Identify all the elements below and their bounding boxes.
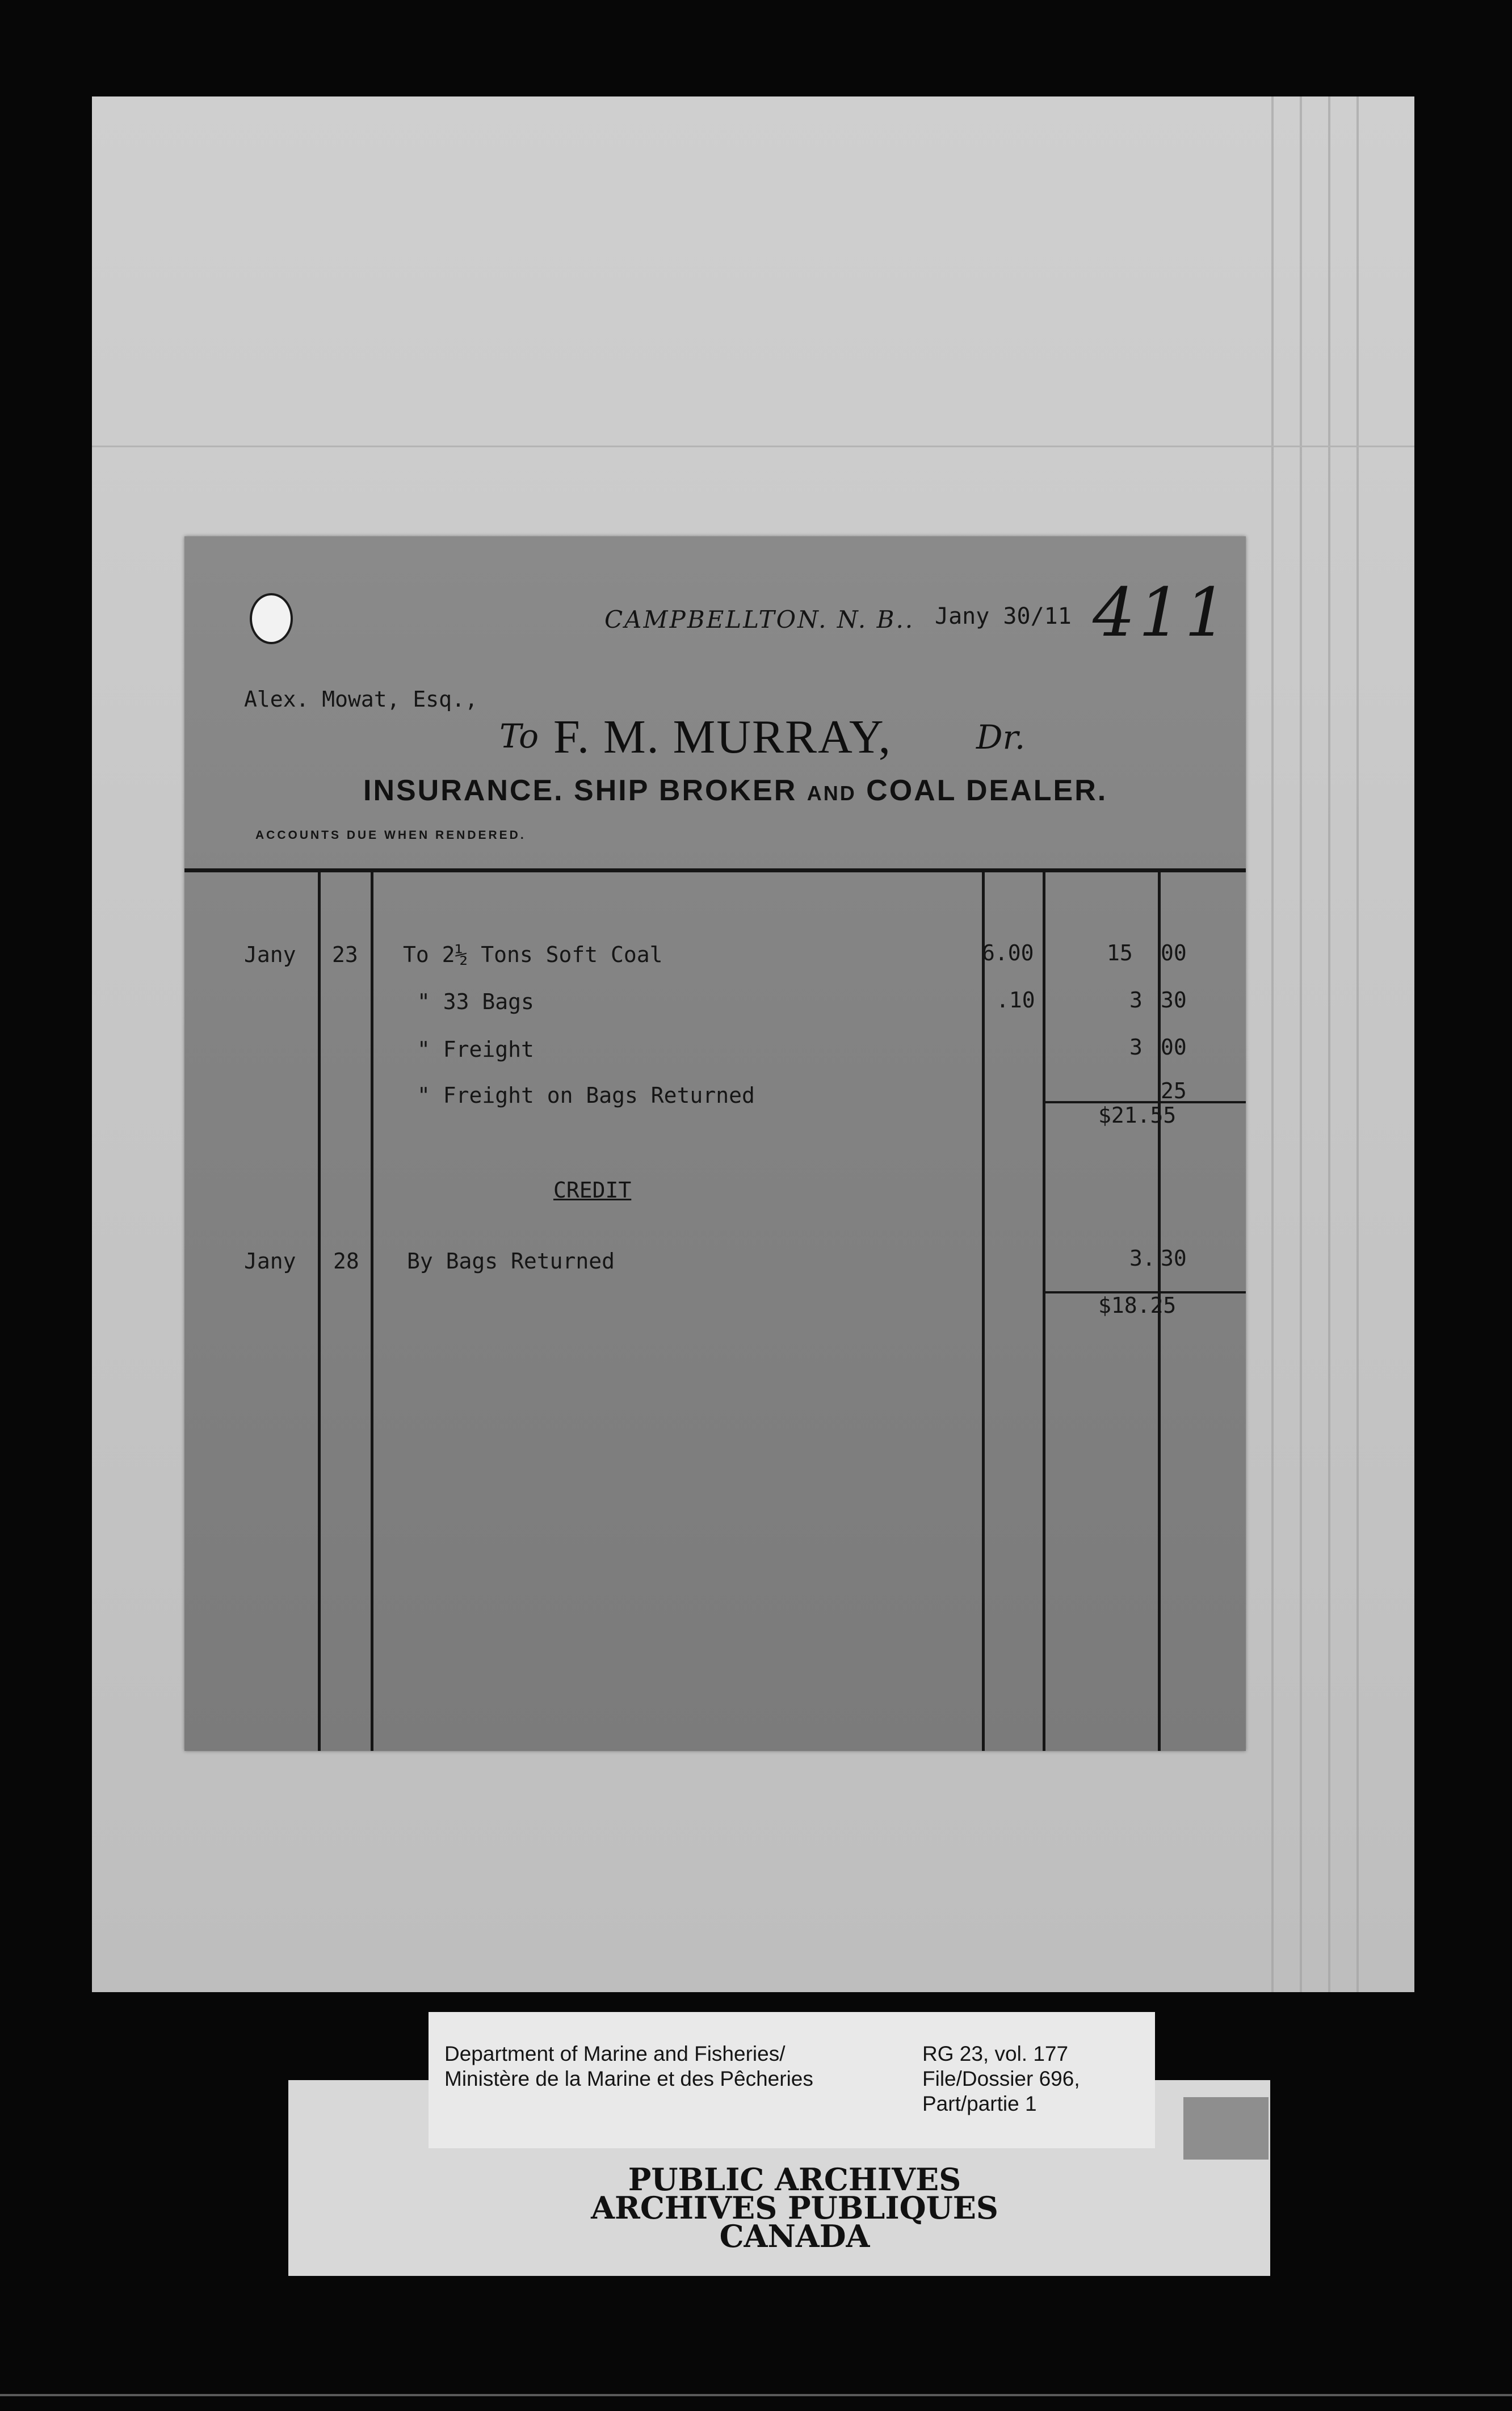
line-cents: 00 <box>1161 1035 1187 1060</box>
line-month: Jany <box>244 942 296 967</box>
archives-line-3: CANADA <box>719 2218 870 2254</box>
credit-description: By Bags Returned <box>407 1249 615 1274</box>
line-dollars: 3 <box>1129 988 1143 1013</box>
department-french: Ministère de la Marine et des Pêcheries <box>444 2067 813 2090</box>
credit-month: Jany <box>244 1249 296 1274</box>
archives-line-2: ARCHIVES PUBLIQUES <box>591 2190 998 2226</box>
subtotal: $21.55 <box>1098 1103 1177 1128</box>
line-description: " Freight on Bags Returned <box>417 1083 755 1108</box>
line-day: 23 <box>332 942 358 967</box>
ledger-column-rule <box>1043 871 1045 1751</box>
line-dollars: 15 <box>1107 940 1133 965</box>
sheet-crease <box>92 446 1414 447</box>
line-description: " Freight <box>417 1037 534 1062</box>
archives-stamp <box>573 2161 1016 2254</box>
sheet-fold-line <box>1328 96 1330 1992</box>
payment-terms: ACCOUNTS DUE WHEN RENDERED. <box>255 829 526 842</box>
ledger-column-rule <box>982 871 985 1751</box>
invoice-slip <box>184 536 1246 1751</box>
file-number: File/Dossier 696, <box>922 2067 1080 2090</box>
punch-hole <box>250 593 293 644</box>
ledger-column-rule <box>318 871 321 1751</box>
credit-cents: 30 <box>1161 1246 1187 1271</box>
debtor-mark: Dr. <box>976 718 1026 757</box>
label-tab <box>1183 2097 1269 2160</box>
addressee: Alex. Mowat, Esq., <box>244 687 478 712</box>
invoice-place: CAMPBELLTON. N. B.. <box>604 606 915 633</box>
invoice-date: Jany 30/11 <box>935 603 1072 629</box>
business-and: AND <box>807 782 856 805</box>
business-description <box>363 774 1107 808</box>
ledger-top-rule <box>184 868 1246 872</box>
sheet-fold-line <box>1356 96 1359 1992</box>
business-part1: INSURANCE. SHIP BROKER <box>363 774 797 807</box>
record-group-volume: RG 23, vol. 177 <box>922 2042 1069 2065</box>
film-edge <box>0 2394 1512 2396</box>
merchant-name: F. M. MURRAY, <box>553 711 892 763</box>
department-english: Department of Marine and Fisheries/ <box>444 2042 786 2065</box>
credit-day: 28 <box>333 1249 359 1274</box>
line-cents: 25 <box>1161 1078 1187 1103</box>
line-rate: 6.00 <box>982 940 1034 965</box>
credit-dollars: 3. <box>1129 1246 1156 1271</box>
handwritten-file-number: 411 <box>1093 573 1231 652</box>
archives-line-1: PUBLIC ARCHIVES <box>628 2161 961 2198</box>
line-rate: .10 <box>996 988 1035 1013</box>
sheet-fold-line <box>1271 96 1274 1992</box>
line-description: " 33 Bags <box>417 989 534 1014</box>
to-prefix: To <box>499 717 539 755</box>
credit-heading: CREDIT <box>553 1178 632 1203</box>
part-number: Part/partie 1 <box>922 2092 1037 2115</box>
ledger-column-rule <box>371 871 373 1751</box>
business-part2: COAL DEALER. <box>866 774 1108 807</box>
line-cents: 30 <box>1161 988 1187 1013</box>
total: $18.25 <box>1098 1293 1177 1318</box>
sheet-fold-line <box>1300 96 1302 1992</box>
line-cents: 00 <box>1161 940 1187 965</box>
line-dollars: 3 <box>1129 1035 1143 1060</box>
archive-catalog-label <box>429 2012 1155 2148</box>
line-description: To 2½ Tons Soft Coal <box>403 942 663 967</box>
